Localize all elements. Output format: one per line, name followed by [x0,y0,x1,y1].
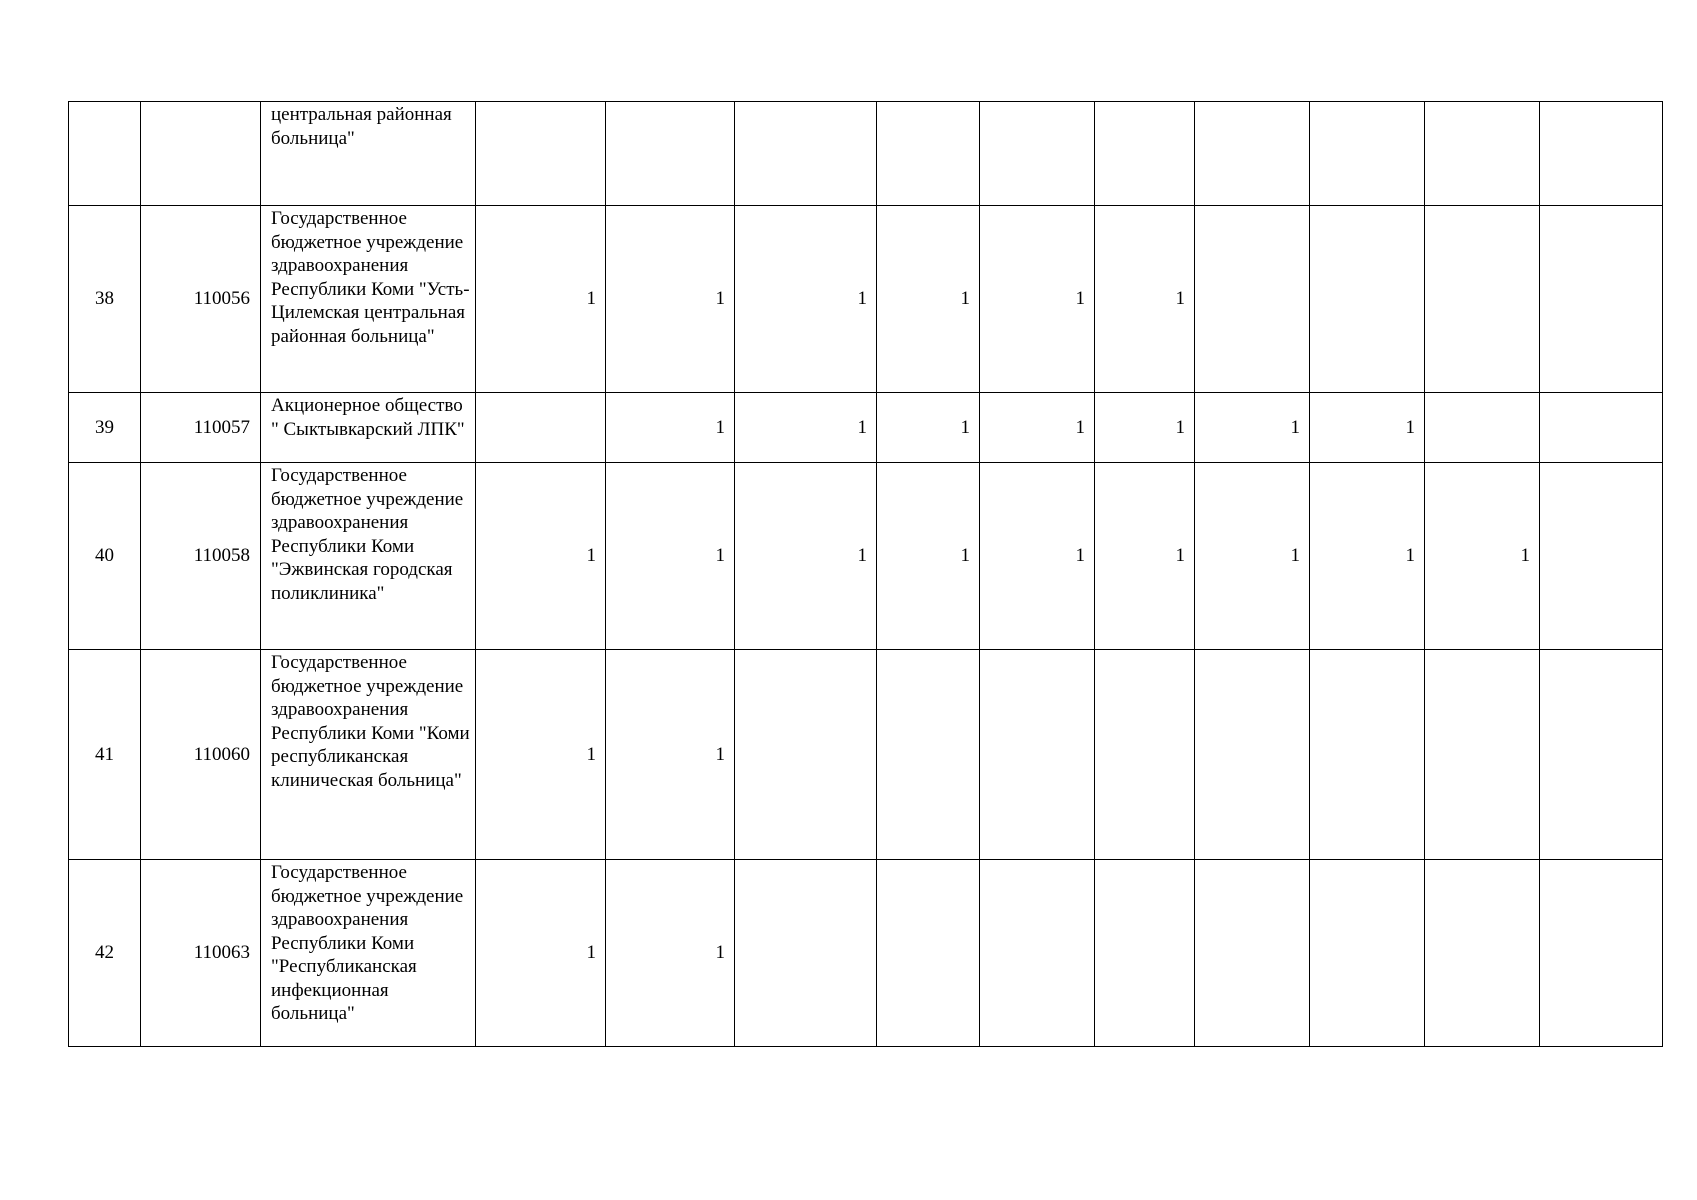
value-cell-9 [1425,393,1540,463]
row-number-cell: 41 [69,650,141,860]
data-table [68,101,1663,1047]
org-name-cell: Государственное бюджетное учреждение здравоохранения Республики Коми "Коми республиканская клиническая больница" [261,650,476,860]
value-cell-5: 1 [980,393,1095,463]
value-cell-2: 1 [606,393,735,463]
value-cell-5 [980,650,1095,860]
value-cell-1: 1 [476,860,606,1047]
row-number-cell: 40 [69,463,141,650]
value-cell-8 [1310,650,1425,860]
value-cell-5 [980,102,1095,206]
value-cell-2: 1 [606,206,735,393]
table-row [69,102,1663,206]
value-cell-1: 1 [476,463,606,650]
table-row [69,393,1663,463]
value-cell-2: 1 [606,463,735,650]
value-cell-10 [1540,102,1663,206]
value-cell-8 [1310,860,1425,1047]
value-cell-3 [735,102,877,206]
org-name-cell: центральная районная больница" [261,102,476,206]
value-cell-7 [1195,860,1310,1047]
value-cell-4: 1 [877,463,980,650]
value-cell-1 [476,102,606,206]
org-code-cell: 110058 [141,463,261,650]
value-cell-8: 1 [1310,393,1425,463]
value-cell-4: 1 [877,206,980,393]
value-cell-7 [1195,650,1310,860]
value-cell-7: 1 [1195,393,1310,463]
value-cell-10 [1540,860,1663,1047]
value-cell-9 [1425,102,1540,206]
value-cell-10 [1540,650,1663,860]
value-cell-4: 1 [877,393,980,463]
org-code-cell: 110063 [141,860,261,1047]
value-cell-6 [1095,860,1195,1047]
value-cell-2: 1 [606,650,735,860]
value-cell-2: 1 [606,860,735,1047]
value-cell-10 [1540,206,1663,393]
value-cell-6: 1 [1095,393,1195,463]
value-cell-3 [735,650,877,860]
value-cell-8 [1310,102,1425,206]
table-row [69,206,1663,393]
value-cell-3: 1 [735,206,877,393]
value-cell-5: 1 [980,463,1095,650]
value-cell-10 [1540,463,1663,650]
org-name-cell: Акционерное общество " Сыктывкарский ЛПК" [261,393,476,463]
value-cell-9 [1425,860,1540,1047]
table-row [69,463,1663,650]
value-cell-3 [735,860,877,1047]
table-row [69,650,1663,860]
value-cell-5 [980,860,1095,1047]
value-cell-6: 1 [1095,206,1195,393]
row-number-cell: 39 [69,393,141,463]
org-name-cell: Государственное бюджетное учреждение здравоохранения Республики Коми "Усть-Цилемская центральная районная больница" [261,206,476,393]
value-cell-2 [606,102,735,206]
org-code-cell: 110057 [141,393,261,463]
value-cell-10 [1540,393,1663,463]
value-cell-7: 1 [1195,463,1310,650]
value-cell-8: 1 [1310,463,1425,650]
value-cell-9 [1425,650,1540,860]
value-cell-1: 1 [476,206,606,393]
org-code-cell [141,102,261,206]
value-cell-6: 1 [1095,463,1195,650]
value-cell-9: 1 [1425,463,1540,650]
value-cell-7 [1195,206,1310,393]
value-cell-4 [877,860,980,1047]
value-cell-3: 1 [735,393,877,463]
row-number-cell: 42 [69,860,141,1047]
org-code-cell: 110060 [141,650,261,860]
value-cell-6 [1095,102,1195,206]
value-cell-6 [1095,650,1195,860]
value-cell-3: 1 [735,463,877,650]
value-cell-1 [476,393,606,463]
row-number-cell: 38 [69,206,141,393]
org-code-cell: 110056 [141,206,261,393]
value-cell-8 [1310,206,1425,393]
value-cell-1: 1 [476,650,606,860]
table-row [69,860,1663,1047]
org-name-cell: Государственное бюджетное учреждение здравоохранения Республики Коми "Республиканская инфекционная больница" [261,860,476,1047]
row-number-cell [69,102,141,206]
table-body [69,102,1663,1047]
value-cell-4 [877,650,980,860]
value-cell-5: 1 [980,206,1095,393]
org-name-cell: Государственное бюджетное учреждение здравоохранения Республики Коми "Эжвинская городская поликлиника" [261,463,476,650]
value-cell-4 [877,102,980,206]
value-cell-7 [1195,102,1310,206]
value-cell-9 [1425,206,1540,393]
